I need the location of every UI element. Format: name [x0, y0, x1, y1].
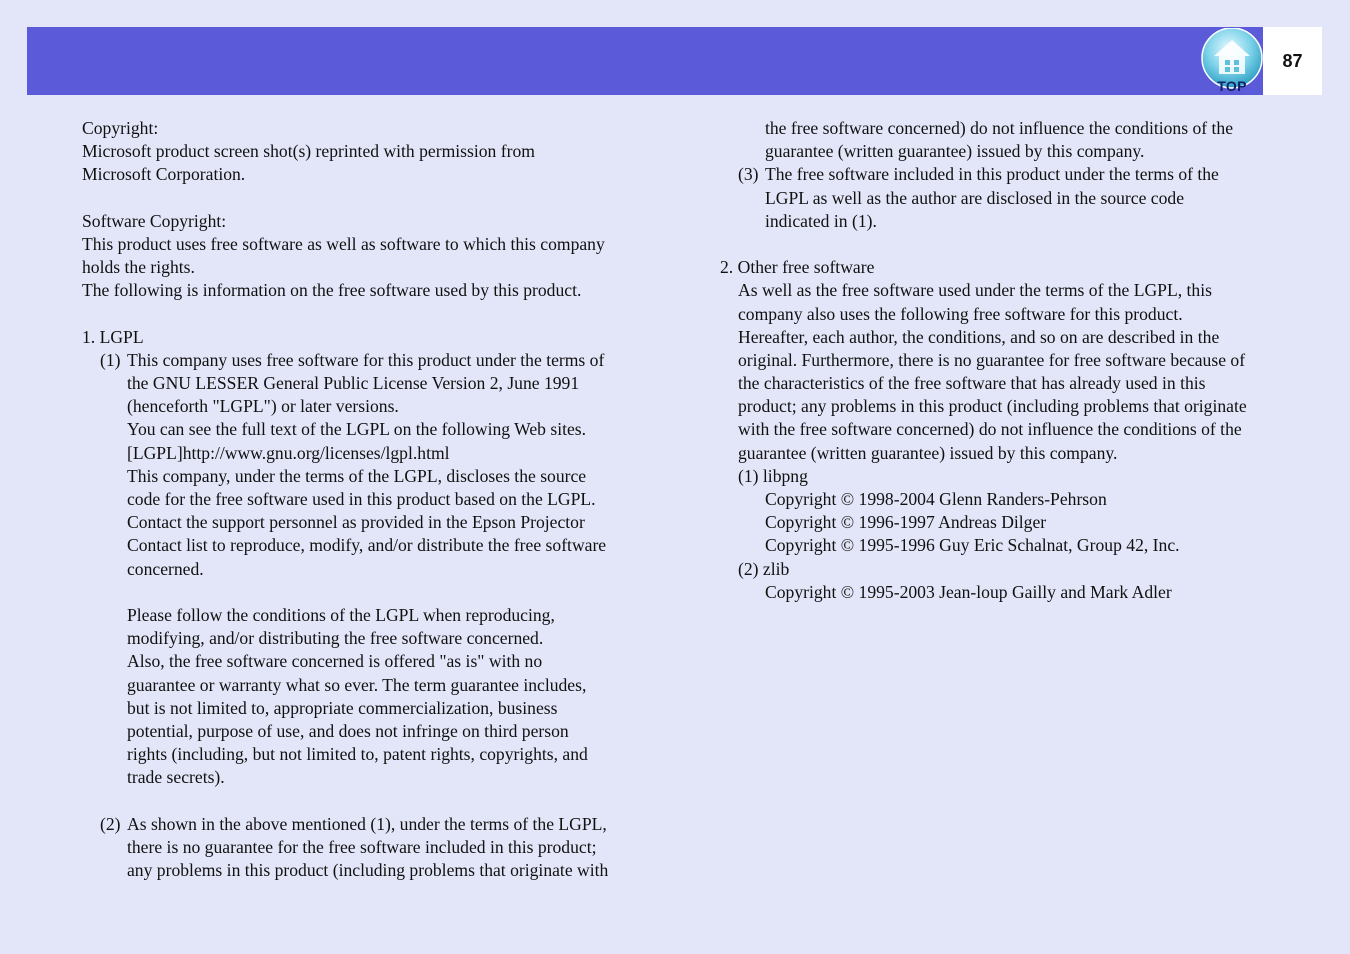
item-title: libpng — [762, 465, 808, 486]
text-line: guarantee (written guarantee) issued by this company. — [738, 442, 1118, 463]
text-line: there is no guarantee for the free software included in this product; — [127, 836, 597, 857]
text-line: original. Furthermore, there is no guarantee for free software because of — [738, 349, 1246, 370]
text-line: This company uses free software for this product under the terms of — [127, 349, 605, 370]
text-line: Contact the support personnel as provided in the Epson Projector — [127, 512, 585, 533]
lgpl-item-2 — [100, 813, 662, 883]
text-line: any problems in this product (including problems that originate with — [127, 860, 609, 880]
text-line: modifying, and/or distributing the free software concerned. — [127, 628, 544, 649]
section-other-heading — [720, 256, 1310, 279]
section-lgpl-heading — [82, 326, 662, 349]
libpng-copyrights — [765, 488, 1310, 558]
text-line: As well as the free software used under the terms of the LGPL, this — [738, 280, 1212, 301]
text-line: potential, purpose of use, and does not infringe on third person — [127, 720, 569, 741]
copyright-line: Copyright © 1996-1997 Andreas Dilger — [765, 512, 1047, 533]
text-line: Contact list to reproduce, modify, and/or distribute the free software — [127, 535, 607, 556]
zlib-copyrights — [765, 581, 1310, 604]
text-line: but is not limited to, appropriate commercialization, business — [127, 697, 558, 718]
text-line: (henceforth "LGPL") or later versions. — [127, 396, 399, 417]
section-number: 1. — [82, 326, 96, 347]
lgpl-item-1 — [100, 349, 662, 790]
text-line: holds the rights. — [82, 257, 195, 278]
text-line: Please follow the conditions of the LGPL when reproducing, — [127, 604, 555, 625]
libpng-heading — [738, 465, 1310, 488]
top-button[interactable] — [1200, 28, 1264, 94]
section-title: LGPL — [99, 326, 144, 347]
right-column — [720, 117, 1310, 604]
text-line: the characteristics of the free software that has already used in this — [738, 373, 1206, 394]
item-label: (2) — [100, 813, 121, 834]
text-line: Microsoft product screen shot(s) reprinted with permission from — [82, 141, 535, 162]
item-label: (3) — [738, 164, 759, 185]
text-line: with the free software concerned) do not influence the conditions of the — [738, 419, 1242, 440]
text-line: guarantee or warranty what so ever. The term guarantee includes, — [127, 674, 587, 695]
text-line: the free software concerned) do not influence the conditions of the — [765, 118, 1234, 138]
item-label: (2) — [738, 558, 759, 579]
text-line: trade secrets). — [127, 767, 225, 788]
item-label: (1) — [738, 465, 759, 486]
text-line: company also uses the following free software for this product. — [738, 303, 1183, 324]
text-line: the GNU LESSER General Public License Version 2, June 1991 — [127, 373, 580, 394]
text-line: This product uses free software as well as software to which this company — [82, 233, 605, 254]
copyright-line: Copyright © 1998-2004 Glenn Randers-Pehrson — [765, 489, 1107, 509]
section-title: Other free software — [737, 257, 875, 278]
text-line: guarantee (written guarantee) issued by this company. — [765, 141, 1145, 162]
lgpl-item-2-continued — [765, 117, 1310, 163]
text-line: code for the free software used in this product based on the LGPL. — [127, 489, 596, 509]
copyright-line: Copyright © 1995-2003 Jean-loup Gailly and Mark Adler — [765, 581, 1172, 602]
text-line: LGPL as well as the author are disclosed in the source code — [765, 187, 1185, 208]
page-number: 87 — [1282, 50, 1303, 71]
text-line: rights (including, but not limited to, patent rights, copyrights, and — [127, 744, 588, 765]
text-line: You can see the full text of the LGPL on the following Web sites. — [127, 419, 587, 440]
zlib-heading — [738, 558, 1310, 581]
item-title: zlib — [762, 558, 790, 579]
text-line: product; any problems in this product (including problems that originate — [738, 396, 1247, 417]
text-line: Hereafter, each author, the conditions, and so on are described in the — [738, 326, 1220, 347]
lgpl-item-3 — [738, 163, 1310, 233]
copyright-heading: Copyright: — [82, 118, 159, 138]
text-line: The free software included in this product under the terms of the — [765, 164, 1219, 185]
top-button-label: TOP — [1217, 78, 1247, 94]
text-line: indicated in (1). — [765, 210, 877, 231]
other-software-body — [738, 279, 1310, 465]
section-number: 2. — [720, 257, 734, 278]
left-column — [82, 117, 662, 882]
text-line: As shown in the above mentioned (1), under the terms of the LGPL, — [127, 813, 607, 834]
page-number-box — [1263, 27, 1322, 95]
text-line: Microsoft Corporation. — [82, 164, 246, 185]
copyright-line: Copyright © 1995-1996 Guy Eric Schalnat, Group 42, Inc. — [765, 535, 1180, 556]
item-label: (1) — [100, 349, 121, 370]
header-bar — [27, 27, 1263, 95]
lgpl-url: [LGPL]http://www.gnu.org/licenses/lgpl.html — [127, 442, 450, 463]
software-copyright-heading: Software Copyright: — [82, 210, 227, 231]
text-line: The following is information on the free software used by this product. — [82, 280, 582, 301]
text-line: concerned. — [127, 558, 204, 579]
text-line: This company, under the terms of the LGPL, discloses the source — [127, 465, 587, 486]
text-line: Also, the free software concerned is offered "as is" with no — [127, 651, 543, 672]
